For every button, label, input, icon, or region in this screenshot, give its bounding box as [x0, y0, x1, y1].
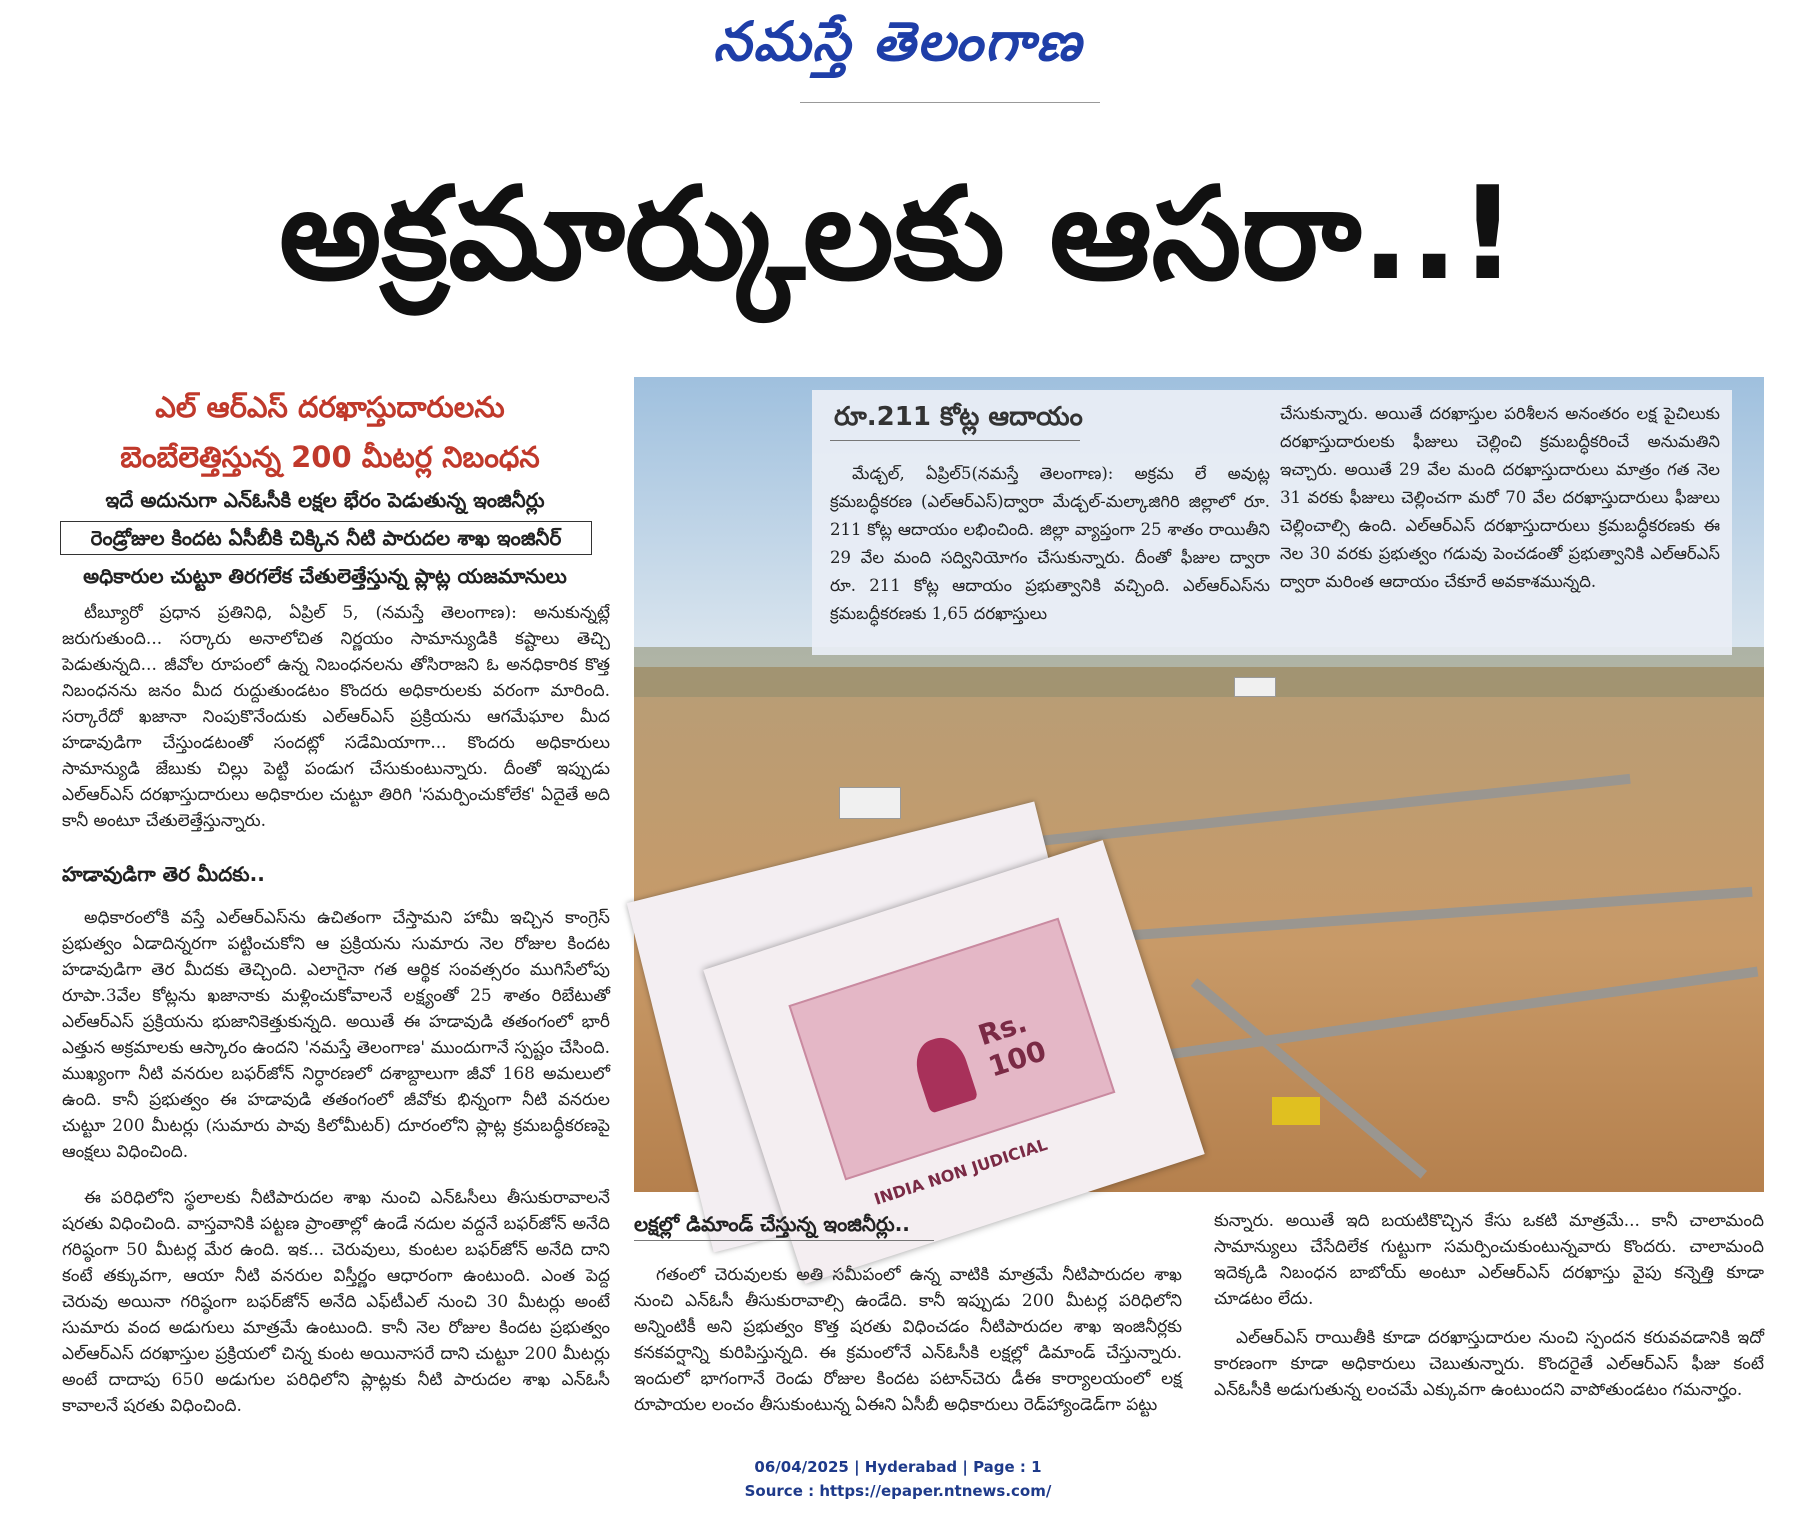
middle-para-text: గతంలో చెరువులకు అతి సమీపంలో ఉన్న వాటికి మాత్రమే నీటిపారుదల శాఖ నుంచి ఎన్ఓసీ తీసుకురావాల్సి ఉండేది. కానీ ఇప్పుడు 200 మీటర్ల పరిధిలోని అన్నింటికీ అని ప్రభుత్వం కొత్త షరతు విధించడం నీటిపారుదల శాఖ ఇంజినీర్లకు కనకవర్షాన్ని కురిపిస్తున్నది. ఈ క్రమంలోనే ఎన్ఓసీకి లక్షల్లో డిమాండ్ చేస్తున్నారు. ఇందులో భాగంగానే రెండు రోజుల కిందట పటాన్‌చెరు డీఈ కార్యాలయంలో లక్ష రూపాయల లంచం తీసుకుంటున్న ఏఈని ఏసీబీ అధికారులు రెడ్‌హ్యాండెడ్‌గా పట్టు: [634, 1265, 1182, 1415]
stamp-graphic: [788, 918, 1115, 1209]
headline: అక్రమార్కులకు ఆసరా..!: [279, 160, 1517, 309]
deck-line-2: బెంబేలెత్తిస్తున్న 200 మీటర్ల నిబంధన: [120, 440, 540, 474]
stamp-text: INDIA NON JUDICIAL: [871, 1134, 1050, 1209]
photo-building: [839, 787, 901, 819]
middle-column: [634, 1262, 1182, 1432]
infobox-title: రూ.211 కోట్ల ఆదాయం: [834, 402, 1083, 432]
infobox-col-1-text: మేడ్చల్, ఏప్రిల్5(నమస్తే తెలంగాణ): అక్రమ లే అవుట్ల క్రమబద్ధీకరణ (ఎల్ఆర్ఎస్)ద్వారా మేడ్చల్-మల్కాజిగిరి జిల్లాలో రూ. 211 కోట్ల ఆదాయం లభించింది. జిల్లా వ్యాప్తంగా 25 శాతం రాయితీని 29 వేల మంది సద్వినియోగం చేసుకున్నారు. దీంతో ఫీజుల ద్వారా రూ. 211 కోట్ల ఆదాయం ప్రభుత్వానికి వచ్చింది. ఎల్ఆర్ఎస్‌ను క్రమబద్ధీకరణకు 1,65 దరఖాస్తులు: [830, 464, 1270, 623]
left-column-heading: హడావుడిగా తెర మీదకు..: [62, 862, 265, 886]
left-column-para-1: [62, 600, 610, 848]
left-para-3-text: ఈ పరిధిలోని స్థలాలకు నీటిపారుదల శాఖ నుంచి ఎన్ఓసీలు తీసుకురావాలనే షరతు విధించింది. వాస్తవానికి పట్టణ ప్రాంతాల్లో ఉండే నదుల వద్దనే బఫర్‌జోన్ అనేది గరిష్ఠంగా 50 మీటర్ల మేర ఉంది. ఇక... చెరువులు, కుంటల బఫర్‌జోన్ అనేది దాని కంటే తక్కువగా, ఆయా నీటి వనరుల విస్తీర్ణం ఆధారంగా ఉంటుంది. ఎంత పెద్ద చెరువు అయినా గరిష్ఠంగా బఫర్‌జోన్ అనేది ఎఫ్‌టీఎల్ నుంచి 30 మీటర్లు అంటే సుమారు వంద అడుగులు మాత్రమే ఉంటుంది. కానీ నెల రోజుల కిందట ప్రభుత్వం ఎల్ఆర్ఎస్ దరఖాస్తుల ప్రక్రియలో చిన్న కుంట అయినాసరే దాని చుట్టూ 200 మీటర్లు అంటే దాదాపు 650 అడుగుల పరిధిలోని ప్లాట్లకు నీటి పారుదల శాఖ ఎన్ఓసీ కావాలనే షరతు విధించింది.: [62, 1188, 610, 1416]
photo-building: [1234, 677, 1276, 697]
masthead-divider: [800, 102, 1100, 103]
subhead-2: రెండ్రోజుల కిందట ఏసీబీకి చిక్కిన నీటి పారుదల శాఖ ఇంజినీర్: [60, 521, 592, 555]
emblem-icon: [909, 1032, 978, 1114]
infobox-col-1: [830, 460, 1270, 650]
left-para-2-text: అధికారంలోకి వస్తే ఎల్ఆర్ఎస్‌ను ఉచితంగా చేస్తామని హామీ ఇచ్చిన కాంగ్రెస్ ప్రభుత్వం ఏడాదిన్నరగా పట్టించుకోని ఆ ప్రక్రియను సుమారు నెల రోజుల కిందట హడావుడిగా తెర మీదకు తెచ్చింది. ఎలాగైనా గత ఆర్థిక సంవత్సరం ముగిసేలోపు రూపా.3వేల కోట్లను ఖజానాకు మళ్లించుకోవాలనే లక్ష్యంతో 25 శాతం రిబేటుతో ఎల్ఆర్ఎస్ ప్రక్రియను భుజానికెత్తుకున్నది. అయితే ఈ హడావుడి తతంగంలో భారీ ఎత్తున అక్రమాలకు ఆస్కారం ఉందని 'నమస్తే తెలంగాణ' ముందుగానే స్పష్టం చేసింది. ముఖ్యంగా నీటి వనరుల బఫర్‌జోన్ నిర్ధారణలో దశాబ్దాలుగా జీవో 168 అమలులో ఉంది. కానీ ప్రభుత్వం ఈ హడావుడి తతంగంలో జీవోకు భిన్నంగా నీటి వనరుల చుట్టూ 200 మీటర్లు (సుమారు పావు కిలోమీటర్) దూరంలోని ప్లాట్ల క్రమబద్ధీకరణపై ఆంక్షలు విధించింది.: [62, 908, 610, 1162]
left-column-para-3: [62, 1185, 610, 1425]
right-column-para-1: [1214, 1208, 1764, 1309]
masthead: నమస్తే తెలంగాణ: [713, 10, 1083, 73]
footer-source: Source : https://epaper.ntnews.com/: [744, 1482, 1052, 1500]
footer-dateline: 06/04/2025 | Hyderabad | Page : 1: [754, 1458, 1042, 1476]
infobox-divider: [830, 440, 1080, 441]
deck: [60, 382, 600, 482]
deck-line-1: ఎల్ ఆర్ఎస్ దరఖాస్తుదారులను: [155, 390, 505, 424]
photo-bench: [1272, 1097, 1320, 1125]
stamp-amount: Rs. 100: [974, 1005, 1051, 1084]
subhead-1: ఇదే అదునుగా ఎన్ఓసీకి లక్షల భేరం పెడుతున్న ఇంజినీర్లు: [105, 488, 545, 512]
middle-heading-divider: [634, 1240, 934, 1241]
infobox-col-2-text: చేసుకున్నారు. అయితే దరఖాస్తుల పరిశీలన అనంతరం లక్ష పైచిలుకు దరఖాస్తుదారులకు ఫీజులు చెల్లించి క్రమబద్ధీకరించే అనుమతిని ఇచ్చారు. అయితే 29 వేల మంది దరఖాస్తుదారులు మాత్రం గత నెల 31 వరకు ఫీజులు చెల్లించగా మరో 70 వేల దరఖాస్తుదారులు ఫీజులు చెల్లించాల్సి ఉంది. ఎల్ఆర్ఎస్ దరఖాస్తుదారులు క్రమబద్ధీకరణకు ఈ నెల 30 వరకు ప్రభుత్వం గడువు పెంచడంతో ప్రభుత్వానికి ఎల్ఆర్ఎస్ ద్వారా మరింత ఆదాయం చేకూరే అవకాశమున్నది.: [1280, 404, 1720, 591]
subhead-3: అధికారుల చుట్టూ తిరగలేక చేతులెత్తేస్తున్న ప్లాట్ల యజమానులు: [83, 564, 567, 588]
right-para-2-text: ఎల్ఆర్ఎస్ రాయితీకి కూడా దరఖాస్తుదారుల నుంచి స్పందన కరువవడానికి ఇదో కారణంగా కూడా అధికారులు చెబుతున్నారు. కొందరైతే ఎల్ఆర్ఎస్ ఫీజు కంటే ఎన్ఓసీకి అడుగుతున్న లంచమే ఎక్కువగా ఉంటుందని వాపోతుండటం గమనార్హం.: [1214, 1328, 1764, 1400]
right-para-1-text: కున్నారు. అయితే ఇది బయటికొచ్చిన కేసు ఒకటి మాత్రమే... కానీ చాలామంది సామాన్యులు చేసేదిలేక గుట్టుగా సమర్పించుకుంటున్నవారు కొందరు. చాలామంది ఇదెక్కడి నిబంధన బాబోయ్ అంటూ ఎల్ఆర్ఎస్ దరఖాస్తు వైపు కన్నెత్తి కూడా చూడటం లేదు.: [1214, 1211, 1764, 1309]
left-column-para-2: [62, 905, 610, 1185]
infobox-col-2: [1280, 400, 1720, 650]
left-para-1-text: టీబ్యూరో ప్రధాన ప్రతినిధి, ఏప్రిల్ 5, (నమస్తే తెలంగాణ): అనుకున్నట్లే జరుగుతుంది... సర్కారు అనాలోచిత నిర్ణయం సామాన్యుడికి కష్టాలు తెచ్చి పెడుతున్నది... జీవోల రూపంలో ఉన్న నిబంధనలను తోసిరాజని ఓ అనధికారిక కొత్త నిబంధనను జనం మీద రుద్దుతుండటం కొందరు అధికారులకు వరంగా మారింది. సర్కారేదో ఖజానా నింపుకొనేందుకు ఎల్ఆర్ఎస్ ప్రక్రియను ఆగమేఘాల మీద హడావుడిగా చేస్తుండటంతో సందట్లో సడేమియాగా... కొందరు అధికారులు సామాన్యుడి జేబుకు చిల్లు పెట్టి పండుగ చేసుకుంటున్నారు. దీంతో ఇప్పుడు ఎల్ఆర్ఎస్ దరఖాస్తుదారులు అధికారుల చుట్టూ తిరిగి 'సమర్పించుకోలేక' ఏదైతే అది కానీ అంటూ చేతులెత్తేస్తున్నారు.: [62, 603, 610, 831]
right-column-para-2: [1214, 1325, 1764, 1435]
revenue-infobox: [812, 390, 1732, 655]
middle-column-heading: లక్షల్లో డిమాండ్ చేస్తున్న ఇంజినీర్లు..: [634, 1212, 910, 1236]
